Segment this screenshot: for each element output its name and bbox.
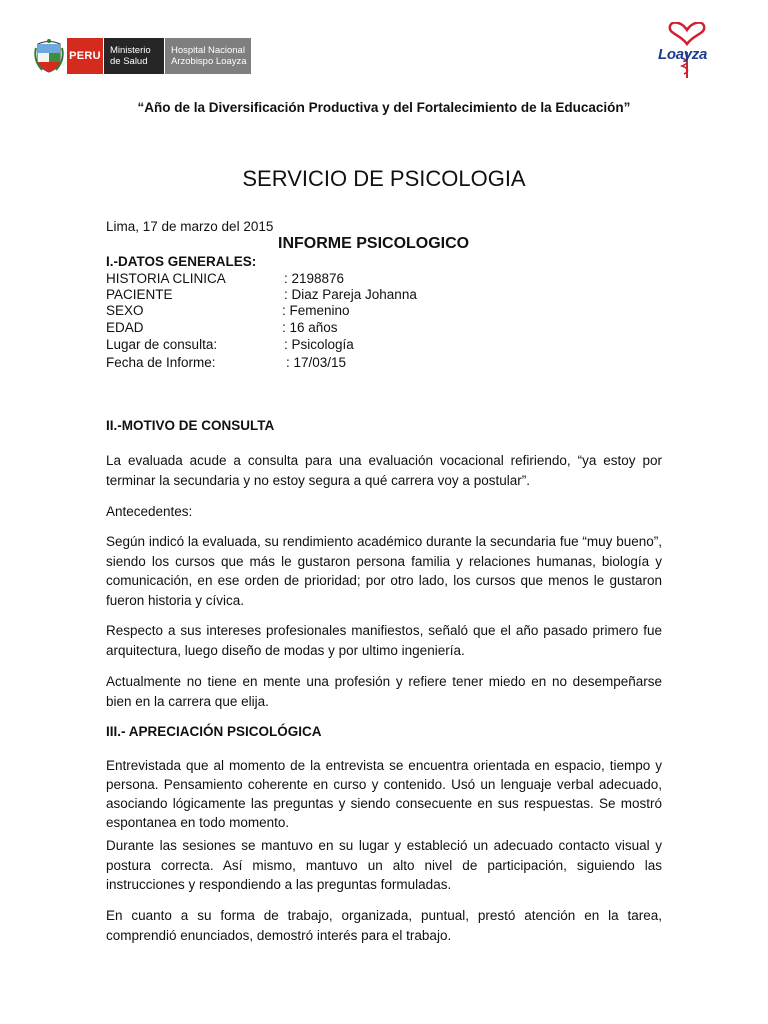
general-row-value: : Psicología xyxy=(284,337,354,352)
motivo-paragraph: La evaluada acude a consulta para una evaluación vocacional refiriendo, “ya estoy por terminar la secundaria y no estoy segura a qué carrera voy a postular”. xyxy=(106,453,662,488)
general-row-value: : Femenino xyxy=(282,303,350,318)
peru-coat-of-arms-icon xyxy=(34,38,64,74)
general-row-label: PACIENTE xyxy=(106,287,173,302)
year-title: “Año de la Diversificación Productiva y del Fortalecimiento de la Educación” xyxy=(137,100,631,115)
general-row-label: EDAD xyxy=(106,320,144,335)
general-row-label: Lugar de consulta: xyxy=(106,337,218,352)
report-title: INFORME PSICOLOGICO xyxy=(278,235,470,252)
general-row-label: Fecha de Informe: xyxy=(106,355,216,370)
ministry-line-1: Ministerio xyxy=(110,45,151,56)
hospital-line-1: Hospital Nacional xyxy=(171,45,245,56)
service-title: SERVICIO DE PSICOLOGIA xyxy=(242,166,526,191)
hospital-line-2: Arzobispo Loayza xyxy=(171,56,247,67)
general-row-value: : Diaz Pareja Johanna xyxy=(284,287,417,302)
sesiones-paragraph: Durante las sesiones se mantuvo en su lugar y estableció un adecuado contacto visual y postura correcta. Así mismo, mantuvo un alto nivel de participación, siguiendo las instrucciones y respondiendo a las preguntas formuladas. xyxy=(106,838,662,892)
apreciacion-heading: III.- APRECIACIÓN PSICOLÓGICA xyxy=(106,724,322,739)
antecedentes-label: Antecedentes: xyxy=(106,504,193,519)
apreciacion-paragraph: Entrevistada que al momento de la entrevista se encuentra orientada en espacio, tiempo y persona. Pensamiento coherente en curso y contenido. Usó un lenguaje verbal adecuado, asociando lógicamente las preguntas y siendo consecuente en sus respuestas. Se mostró espontanea en todo momento. xyxy=(106,758,662,830)
government-header xyxy=(34,38,251,74)
general-row-label: SEXO xyxy=(106,303,144,318)
peru-label: PERU xyxy=(67,38,103,74)
motivo-heading: II.-MOTIVO DE CONSULTA xyxy=(106,418,275,433)
antecedentes-paragraph: Según indicó la evaluada, su rendimiento académico durante la secundaria fue “muy bueno”, siendo los cursos que más le gustaron persona familia y relaciones humanas, biología y comunicación, en ese orden de prioridad; por otro lado, los cursos que menos le gustaron fueron historia y cívica. xyxy=(106,534,662,608)
actualmente-paragraph: Actualmente no tiene en mente una profesión y refiere tener miedo en no desempeñarse bien en la carrera que elija. xyxy=(106,674,662,709)
general-row-value: : 17/03/15 xyxy=(286,355,347,370)
intereses-paragraph: Respecto a sus intereses profesionales manifiestos, señaló que el año pasado primero fue arquitectura, luego diseño de modas y por ultimo ingeniería. xyxy=(106,623,662,658)
loayza-logo-text: Loayza xyxy=(658,46,708,63)
general-row-value: : 2198876 xyxy=(284,271,345,286)
general-row-value: : 16 años xyxy=(282,320,338,335)
ministry-line-2: de Salud xyxy=(110,56,148,67)
ministry-label xyxy=(103,38,164,74)
hospital-label xyxy=(164,38,251,74)
general-data-heading: I.-DATOS GENERALES: xyxy=(106,254,257,269)
trabajo-paragraph: En cuanto a su forma de trabajo, organizada, puntual, prestó atención en la tarea, comprendió enunciados, demostró interés para el trabajo. xyxy=(106,908,662,943)
general-row-label: HISTORIA CLINICA xyxy=(106,271,226,286)
date-line: Lima, 17 de marzo del 2015 xyxy=(106,219,274,234)
